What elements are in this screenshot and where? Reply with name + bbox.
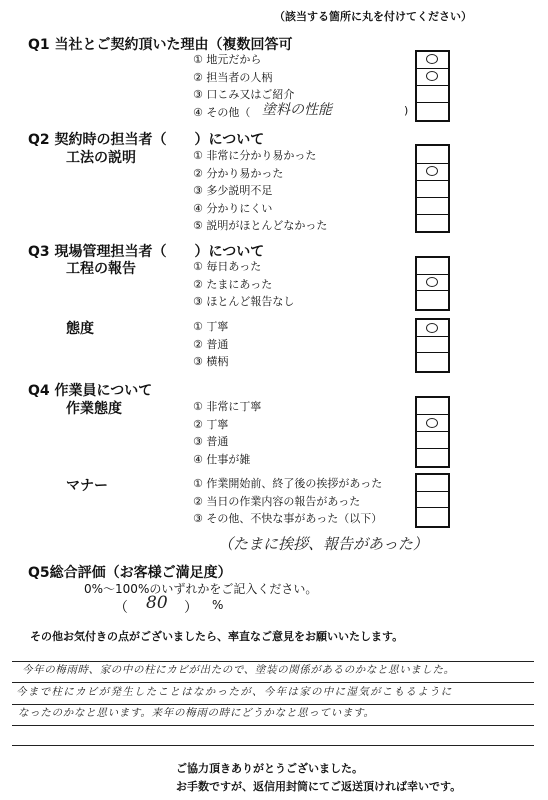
q1-mark-2 [426,71,438,81]
q2-option-2: ② 分かり易かった [193,166,284,180]
q5-paren-open: （ [114,600,128,616]
q4-options-attitude [193,398,261,468]
q4-title: Q4 作業員について [28,383,153,399]
q3-options-report [193,258,294,311]
q3-report-option-1: ① 毎日あった [193,260,262,273]
q2-option-1: ① 非常に分かり易かった [193,149,317,162]
q4-handwritten-note: （たまに挨拶、報告があった） [218,535,428,553]
q4-manner-answer-box[interactable] [415,473,450,528]
q3-attitude-mark [426,323,438,333]
q3-subtitle-report: 工程の報告 [66,261,136,277]
q3-report-option-3: ③ ほとんど報告なし [193,295,295,308]
q2-option-5: ⑤ 説明がほとんどなかった [193,219,328,232]
q4-subtitle-manner: マナー [66,478,108,494]
q1-option-1: ① 地元だから [193,53,262,66]
q2-option-3: ③ 多少説明不足 [193,184,273,197]
footer-return-request: お手数ですが、返信用封筒にてご返送頂ければ幸いです。 [176,780,462,793]
q1-mark-1 [426,54,438,64]
q4-manner-option-1: ① 作業開始前、終了後の挨拶があった [193,477,383,490]
q2-option-4: ④ 分かりにくい [193,201,273,215]
instruction-text: （該当する箇所に丸を付けてください） [274,10,472,23]
q4-attitude-option-2: ② 丁寧 [193,417,229,431]
q1-option-4: ④ その他（ [193,105,251,119]
q1-title: Q1 当社とご契約頂いた理由（複数回答可 [28,37,293,53]
q4-manner-option-3: ③ その他、不快な事があった（以下） [193,512,383,525]
q3-report-answer-box[interactable] [415,256,450,311]
q4-subtitle-attitude: 作業態度 [66,401,122,417]
q5-unit: % [212,598,224,612]
q3-attitude-answer-box[interactable] [415,318,450,373]
comment-rule-5 [12,745,534,746]
q4-attitude-answer-box[interactable] [415,396,450,468]
q4-attitude-option-3: ③ 普通 [193,435,229,448]
q3-attitude-option-1: ① 丁寧 [193,320,229,333]
q3-attitude-option-3: ③ 横柄 [193,355,229,368]
comment-line-1[interactable]: 今年の梅雨時、家の中の柱にカビが出たので、塗装の関係があるのかなと思いました。 [22,664,455,676]
q5-title: Q5総合評価（お客様ご満足度） [28,565,232,581]
q4-attitude-mark [426,418,438,428]
q4-attitude-option-4: ④ 仕事が雑 [193,452,251,466]
q4-manner-option-2: ② 当日の作業内容の報告があった [193,494,361,508]
q4-options-manner [193,475,382,528]
q3-subtitle-attitude: 態度 [66,321,94,337]
comment-line-2[interactable]: 今まで柱にカビが発生したことはなかったが、今年は家の中に湿気がこもるように [16,686,453,698]
q2-options [193,147,327,235]
q5-score-value[interactable]: 80 [146,593,168,613]
q1-answer-box[interactable] [415,50,450,122]
q5-instruction: 0%～100%のいずれかをご記入ください。 [84,582,318,596]
q3-title: Q3 現場管理担当者（ ）について [28,244,265,260]
q2-answer-box[interactable] [415,144,450,233]
q2-subtitle: 工法の説明 [66,150,136,166]
q2-title: Q2 契約時の担当者（ ）について [28,132,265,148]
comment-rule-4 [12,725,534,726]
q3-attitude-option-2: ② 普通 [193,337,229,351]
footer-thanks: ご協力頂きありがとうございました。 [176,762,363,775]
q1-handwritten-other: 塗料の性能 [262,102,332,118]
q1-other-close: ) [404,104,409,117]
comment-line-3[interactable]: なったのかなと思います。来年の梅雨の時にどうかなと思っています。 [18,707,375,719]
q3-report-mark [426,277,438,287]
comments-prompt: その他お気付きの点がございましたら、率直なご意見をお願いいたします。 [30,630,404,643]
q5-paren-close: ） [184,600,198,616]
q3-options-attitude [193,318,228,371]
q4-attitude-option-1: ① 非常に丁寧 [193,400,262,413]
q1-option-2: ② 担当者の人柄 [193,70,273,84]
comment-rule-2 [12,682,534,683]
q3-report-option-2: ② たまにあった [193,277,273,291]
q1-option-3: ③ 口こみ又はご紹介 [193,88,295,101]
q2-mark [426,166,438,176]
